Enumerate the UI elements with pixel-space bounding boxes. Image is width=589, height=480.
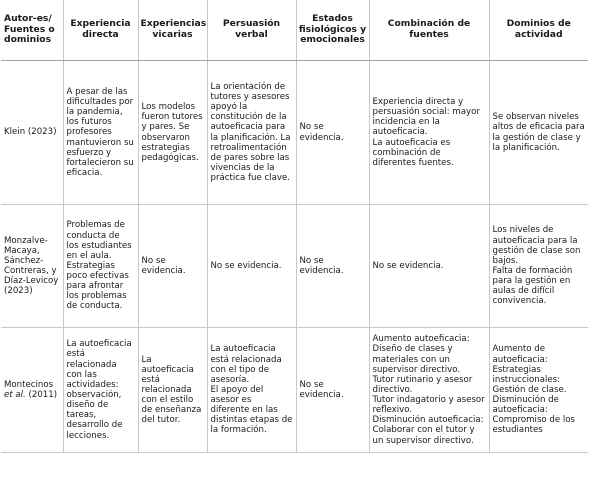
cell-vicarias: No se evidencia. xyxy=(138,205,207,328)
cell-estados: No se evidencia. xyxy=(296,205,369,328)
sources-table xyxy=(1,0,588,453)
cell-author: Monzalve-Macaya, Sánchez-Contreras, y Díaz-Levicoy (2023) xyxy=(1,205,63,328)
cell-dominios: Aumento de autoeficacia: Estrategias instruccionales: Gestión de clase. Disminución de autoeficacia: Compromiso de los estudiantes xyxy=(489,328,588,453)
author-name: Montecinos xyxy=(4,379,54,390)
cell-combinacion: Experiencia directa y persuasión social: mayor incidencia en la autoeficacia. La autoeficacia es combinación de diferentes fuentes. xyxy=(369,61,489,205)
header-dominios: Dominios de actividad xyxy=(489,0,588,61)
header-experiencia-directa: Experiencia directa xyxy=(63,0,138,61)
cell-author xyxy=(1,328,63,453)
cell-directa: Problemas de conducta de los estudiantes en el aula. Estrategias poco efectivas para afrontar los problemas de conducta. xyxy=(63,205,138,328)
cell-dominios: Los niveles de autoeficacia para la gestión de clase son bajos. Falta de formación para la gestión en aulas de difícil convivencia. xyxy=(489,205,588,328)
cell-combinacion: No se evidencia. xyxy=(369,205,489,328)
cell-persuasion: La orientación de tutores y asesores apoyó la constitución de la autoeficacia para la planificación. La retroalimentación de pares sobre las vivencias de la práctica fue clave. xyxy=(207,61,296,205)
header-combinacion: Combinación de fuentes xyxy=(369,0,489,61)
cell-estados: No se evidencia. xyxy=(296,61,369,205)
cell-dominios: Se observan niveles altos de eficacia para la gestión de clase y la planificación. xyxy=(489,61,588,205)
cell-combinacion: Aumento autoeficacia: Diseño de clases y materiales con un supervisor directivo. Tutor rutinario y asesor directivo. Tutor indagatorio y asesor reflexivo. Disminución autoeficacia: Colaborar con el tutor y un supervisor directivo. xyxy=(369,328,489,453)
table-row xyxy=(1,205,588,328)
table-row xyxy=(1,61,588,205)
cell-author: Klein (2023) xyxy=(1,61,63,205)
header-persuasion-verbal: Persuasión verbal xyxy=(207,0,296,61)
header-estados: Estados fisiológicos y emocionales xyxy=(296,0,369,61)
cell-persuasion: La autoeficacia está relacionada con el tipo de asesoría. El apoyo del asesor es diferente en las distintas etapas de la formación. xyxy=(207,328,296,453)
cell-vicarias: La autoeficacia está relacionada con el estilo de enseñanza del tutor. xyxy=(138,328,207,453)
author-year: (2011) xyxy=(28,390,58,400)
cell-persuasion: No se evidencia. xyxy=(207,205,296,328)
cell-estados: No se evidencia. xyxy=(296,328,369,453)
header-row xyxy=(1,0,588,61)
cell-vicarias: Los modelos fueron tutores y pares. Se observaron estrategias pedagógicas. xyxy=(138,61,207,205)
header-authors: Autor-es/ Fuentes o dominios xyxy=(1,0,63,61)
header-experiencias-vicarias: Experiencias vicarias xyxy=(138,0,207,61)
author-etal: et al. xyxy=(4,390,26,400)
cell-directa: A pesar de las dificultades por la pandemia, los futuros profesores mantuvieron su esfuerzo y fortalecieron su eficacia. xyxy=(63,61,138,205)
cell-directa: La autoeficacia está relacionada con las actividades: observación, diseño de tareas, desarrollo de lecciones. xyxy=(63,328,138,453)
table-row xyxy=(1,328,588,453)
